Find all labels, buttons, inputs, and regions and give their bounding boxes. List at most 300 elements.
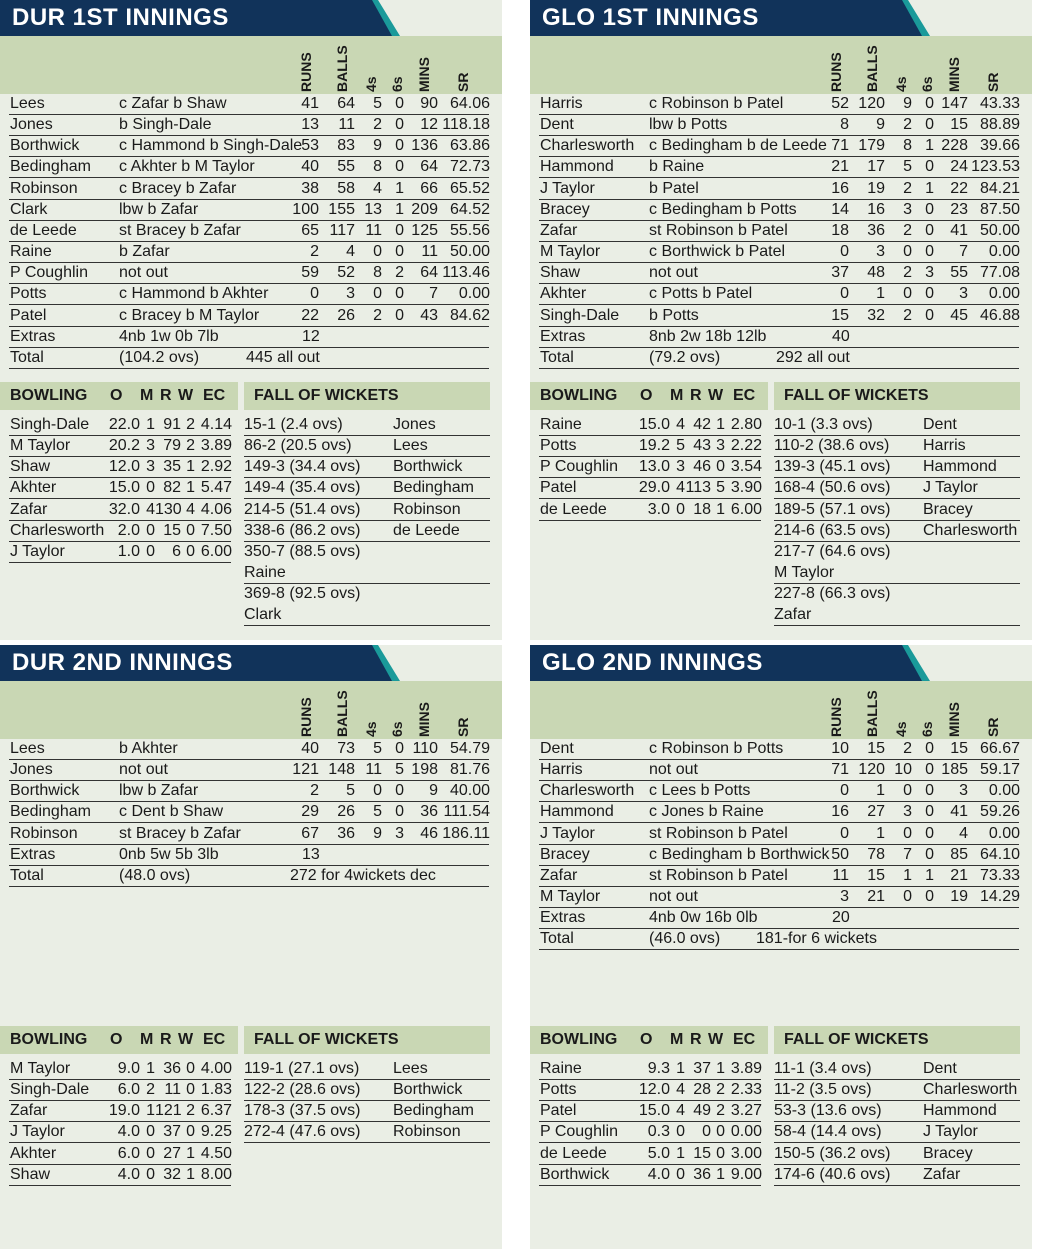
batter-mins: 15 xyxy=(950,116,968,134)
bowler-m: 1 xyxy=(146,416,155,433)
batter-name: Robinson xyxy=(10,179,78,197)
extras-label: Extras xyxy=(10,327,56,345)
total-row xyxy=(0,866,502,887)
batter-sr: 43.33 xyxy=(979,95,1020,112)
bowler-m: 3 xyxy=(146,437,155,455)
batting-row xyxy=(530,157,1032,178)
extras-detail: 8nb 2w 18b 12lb xyxy=(649,327,767,345)
batter-sixes: 1 xyxy=(395,179,404,197)
batter-sixes: 0 xyxy=(395,221,404,239)
bowler-w: 1 xyxy=(186,1165,195,1183)
batter-how: b Akhter xyxy=(119,740,178,757)
bowler-w: 4 xyxy=(186,500,195,518)
batter-name: Hammond xyxy=(540,803,614,821)
batter-balls: 55 xyxy=(337,158,355,176)
batter-how: b Raine xyxy=(649,158,705,176)
batter-how: c Jones b Raine xyxy=(649,803,764,821)
batter-name: Bracey xyxy=(540,845,590,863)
bowler-m: 0 xyxy=(146,1144,155,1162)
batting-row xyxy=(0,824,502,845)
batting-header xyxy=(0,36,502,94)
bowler-w: 0 xyxy=(186,521,195,539)
bowler-o: 15.0 xyxy=(108,479,140,497)
batter-sr: 59.17 xyxy=(979,761,1020,779)
batter-mins: 45 xyxy=(950,306,968,324)
batter-fours: 0 xyxy=(903,888,912,906)
batter-runs: 18 xyxy=(831,221,849,239)
fow-score: 217-7 (64.6 ovs) xyxy=(774,542,891,560)
batter-balls: 26 xyxy=(337,306,355,324)
fow-entry xyxy=(244,521,490,542)
batter-sixes: 1 xyxy=(925,866,934,884)
bowler-name: Potts xyxy=(540,437,577,455)
bowler-o: 15.0 xyxy=(638,416,670,433)
fow-entry xyxy=(774,584,1020,605)
batter-how: lbw b Zafar xyxy=(119,200,199,218)
batter-sr: 39.66 xyxy=(979,137,1020,155)
batter-name: Potts xyxy=(10,285,47,303)
bowler-o: 29.0 xyxy=(638,479,670,497)
column-header: SR xyxy=(985,72,1001,92)
batter-sixes: 0 xyxy=(395,116,404,134)
bowling-col-m: M xyxy=(140,387,154,404)
batter-mins: 24 xyxy=(950,158,968,176)
batter-fours: 2 xyxy=(903,221,912,239)
bowler-m: 0 xyxy=(676,1123,685,1141)
bowling-col-w: W xyxy=(708,1031,724,1048)
fow-entry xyxy=(244,1122,490,1143)
fow-batter: Bedingham xyxy=(393,1102,474,1120)
fow-entry xyxy=(244,1101,490,1122)
total-score: 445 all out xyxy=(246,348,320,366)
batter-sixes: 1 xyxy=(395,200,404,218)
batter-sixes: 0 xyxy=(925,782,934,800)
batter-balls: 120 xyxy=(858,761,885,779)
column-header: 4s xyxy=(363,721,379,737)
total-overs: (104.2 ovs) xyxy=(119,348,200,366)
batter-sixes: 0 xyxy=(925,158,934,176)
batter-mins: 110 xyxy=(412,740,438,757)
batter-fours: 0 xyxy=(903,824,912,842)
batter-sixes: 0 xyxy=(925,306,934,324)
batter-mins: 22 xyxy=(950,179,968,197)
batter-fours: 0 xyxy=(373,285,382,303)
fow-title: FALL OF WICKETS xyxy=(784,1031,929,1048)
batter-how: st Bracey b Zafar xyxy=(119,824,241,842)
bowler-ec: 7.50 xyxy=(200,521,232,539)
batter-runs: 41 xyxy=(301,95,319,112)
batting-row xyxy=(0,157,502,178)
bowler-name: Zafar xyxy=(10,500,48,518)
fow-entry-batter xyxy=(244,605,490,626)
bowler-ec: 6.00 xyxy=(730,500,762,518)
bowling-title: BOWLING xyxy=(10,1031,88,1048)
bowling-col-m: M xyxy=(670,1031,684,1048)
bowler-w: 1 xyxy=(716,1060,725,1077)
batter-how: b Zafar xyxy=(119,243,170,261)
batter-sr: 118.18 xyxy=(442,116,490,134)
fow-entry-batter xyxy=(244,563,490,584)
batter-mins: 4 xyxy=(959,824,968,842)
batter-name: Robinson xyxy=(10,824,78,842)
bowler-ec: 2.33 xyxy=(730,1081,762,1099)
bowler-ec: 4.14 xyxy=(200,416,232,433)
fow-entry xyxy=(244,1080,490,1101)
fow-entry xyxy=(774,1059,1020,1080)
fow-entry-batter xyxy=(774,605,1020,626)
batter-mins: 12 xyxy=(420,116,438,134)
batter-balls: 19 xyxy=(867,179,885,197)
bowler-m: 0 xyxy=(676,500,685,518)
batter-runs: 3 xyxy=(840,888,849,906)
batter-runs: 14 xyxy=(831,200,849,218)
bowler-r: 43 xyxy=(693,437,711,455)
batter-mins: 11 xyxy=(421,243,438,261)
fow-score: 338-6 (86.2 ovs) xyxy=(244,521,361,539)
bowler-r: 49 xyxy=(693,1102,711,1120)
batter-sixes: 0 xyxy=(395,137,404,155)
batter-balls: 9 xyxy=(876,116,885,134)
batter-mins: 147 xyxy=(941,95,968,112)
column-header: BALLS xyxy=(864,690,880,737)
batter-sr: 50.00 xyxy=(979,221,1020,239)
batter-how: c Hammond b Singh-Dale xyxy=(119,137,303,155)
batter-name: Dent xyxy=(540,740,574,757)
bowling-row xyxy=(0,1165,502,1186)
fow-entry xyxy=(774,1144,1020,1165)
batter-runs: 13 xyxy=(301,116,319,134)
batting-row xyxy=(530,760,1032,781)
extras-total: 12 xyxy=(302,327,320,345)
total-label: Total xyxy=(10,866,44,884)
fow-entry xyxy=(774,1101,1020,1122)
bowler-name: de Leede xyxy=(540,500,607,518)
batter-mins: 209 xyxy=(411,200,438,218)
batting-header xyxy=(530,36,1032,94)
batter-how: c Bracey b Zafar xyxy=(119,179,237,197)
batter-fours: 3 xyxy=(903,200,912,218)
innings-panel xyxy=(530,645,1032,1249)
bowler-name: Patel xyxy=(540,1102,577,1120)
batter-name: Harris xyxy=(540,761,583,779)
batter-sr: 64.52 xyxy=(449,200,490,218)
batting-row xyxy=(0,94,502,115)
fow-entry xyxy=(774,1122,1020,1143)
batter-balls: 15 xyxy=(867,740,885,757)
bowler-ec: 3.54 xyxy=(730,458,762,476)
batter-sr: 0.00 xyxy=(988,243,1020,261)
bowler-r: 18 xyxy=(693,500,711,518)
batter-runs: 0 xyxy=(840,782,849,800)
batter-runs: 71 xyxy=(831,761,849,779)
batter-fours: 0 xyxy=(373,782,382,800)
extras-total: 13 xyxy=(302,845,320,863)
batting-row xyxy=(530,179,1032,200)
batter-runs: 11 xyxy=(832,866,849,884)
fow-score: 149-4 (35.4 ovs) xyxy=(244,479,361,497)
total-score: 292 all out xyxy=(776,348,850,366)
extras-label: Extras xyxy=(10,845,56,863)
total-row xyxy=(530,348,1032,369)
fow-score: 139-3 (45.1 ovs) xyxy=(774,458,891,476)
batter-how: c Akhter b M Taylor xyxy=(119,158,255,176)
batter-balls: 73 xyxy=(337,740,355,757)
bowler-r: 82 xyxy=(163,479,181,497)
batter-fours: 2 xyxy=(373,306,382,324)
batter-fours: 0 xyxy=(373,243,382,261)
batter-fours: 5 xyxy=(373,740,382,757)
total-score: 272 for 4wickets dec xyxy=(290,866,436,884)
batter-how: c Hammond b Akhter xyxy=(119,285,269,303)
batter-balls: 1 xyxy=(876,824,885,842)
batter-mins: 36 xyxy=(420,803,438,821)
fow-score: 168-4 (50.6 ovs) xyxy=(774,479,891,497)
bowler-r: 130 xyxy=(155,500,182,518)
fow-batter: Hammond xyxy=(923,1102,997,1120)
bowler-r: 113 xyxy=(685,479,711,497)
bowler-name: P Coughlin xyxy=(540,458,618,476)
batter-name: Bedingham xyxy=(10,158,91,176)
fow-batter: Bracey xyxy=(923,1144,973,1162)
batter-runs: 52 xyxy=(831,95,849,112)
bowler-o: 20.2 xyxy=(108,437,140,455)
column-header: 6s xyxy=(389,76,405,92)
fow-batter: Robinson xyxy=(393,500,461,518)
batter-sixes: 0 xyxy=(925,740,934,757)
fow-entry xyxy=(774,500,1020,521)
bowler-r: 37 xyxy=(163,1123,181,1141)
batter-how: st Robinson b Patel xyxy=(649,866,788,884)
batter-fours: 2 xyxy=(903,306,912,324)
batting-header xyxy=(530,681,1032,739)
batter-fours: 9 xyxy=(373,137,382,155)
batting-row xyxy=(0,221,502,242)
batting-row xyxy=(0,306,502,327)
fow-entry xyxy=(244,500,490,521)
bowler-o: 32.0 xyxy=(108,500,140,518)
batter-sixes: 0 xyxy=(925,95,934,112)
bowler-ec: 4.06 xyxy=(200,500,232,518)
batter-balls: 3 xyxy=(346,285,355,303)
bowler-o: 19.0 xyxy=(108,1102,140,1120)
batter-fours: 0 xyxy=(903,243,912,261)
batter-how: c Bedingham b de Leede xyxy=(649,137,827,155)
bowler-o: 9.3 xyxy=(647,1060,670,1077)
fow-batter: Robinson xyxy=(393,1123,461,1141)
total-row xyxy=(530,929,1032,950)
batter-fours: 7 xyxy=(903,845,912,863)
batter-mins: 198 xyxy=(411,761,438,779)
batter-how: c Lees b Potts xyxy=(649,782,751,800)
bowler-m: 0 xyxy=(146,1123,155,1141)
batter-how: c Bedingham b Potts xyxy=(649,200,797,218)
bowler-ec: 3.90 xyxy=(730,479,762,497)
batter-runs: 53 xyxy=(301,137,319,155)
bowling-col-r: R xyxy=(160,387,172,404)
batter-sr: 72.73 xyxy=(449,158,490,176)
batter-runs: 37 xyxy=(831,264,849,282)
bowler-o: 12.0 xyxy=(108,458,140,476)
column-header: RUNS xyxy=(298,52,314,92)
extras-total: 40 xyxy=(832,327,850,345)
bowler-m: 4 xyxy=(146,500,155,518)
fow-batter: Clark xyxy=(244,606,282,624)
bowler-o: 0.3 xyxy=(647,1123,670,1141)
fow-batter: Zafar xyxy=(923,1165,961,1183)
bowler-m: 0 xyxy=(146,479,155,497)
bowler-ec: 4.00 xyxy=(200,1060,232,1077)
fow-batter: Zafar xyxy=(774,606,812,624)
bowler-w: 0 xyxy=(716,458,725,476)
batting-row xyxy=(530,739,1032,760)
batting-row xyxy=(530,115,1032,136)
bowler-r: 36 xyxy=(163,1060,181,1077)
fow-entry-batter xyxy=(774,563,1020,584)
fow-entry xyxy=(244,542,490,563)
batter-sixes: 0 xyxy=(925,761,934,779)
batter-runs: 29 xyxy=(301,803,319,821)
batter-sixes: 0 xyxy=(395,285,404,303)
batter-how: lbw b Potts xyxy=(649,116,728,134)
bowler-m: 0 xyxy=(146,542,155,560)
bowler-m: 3 xyxy=(146,458,155,476)
fow-entry xyxy=(244,436,490,457)
bowler-name: Charlesworth xyxy=(10,521,105,539)
bowler-name: M Taylor xyxy=(10,437,71,455)
batting-row xyxy=(530,866,1032,887)
innings-title: DUR 1ST INNINGS xyxy=(12,4,229,31)
innings-banner xyxy=(0,0,502,36)
bowling-row xyxy=(0,1144,502,1165)
total-score: 181-for 6 wickets xyxy=(756,930,877,948)
fow-batter: Jones xyxy=(393,416,436,433)
batting-row xyxy=(0,760,502,781)
column-header: RUNS xyxy=(298,697,314,737)
column-header: 6s xyxy=(919,721,935,737)
bowler-name: M Taylor xyxy=(10,1060,71,1077)
batter-name: Jones xyxy=(10,761,53,779)
batter-sixes: 1 xyxy=(925,179,934,197)
batter-fours: 10 xyxy=(894,761,912,779)
total-overs: (48.0 ovs) xyxy=(119,866,191,884)
batting-row xyxy=(0,200,502,221)
fow-entry xyxy=(774,457,1020,478)
fow-entry xyxy=(244,1059,490,1080)
column-header: 4s xyxy=(893,721,909,737)
bowler-m: 2 xyxy=(146,1081,155,1099)
bowler-m: 4 xyxy=(676,1102,685,1120)
fow-entry xyxy=(244,478,490,499)
batting-row xyxy=(0,242,502,263)
batter-how: c Borthwick b Patel xyxy=(649,243,786,261)
bowler-w: 0 xyxy=(186,542,195,560)
batter-name: P Coughlin xyxy=(10,264,88,282)
batter-runs: 121 xyxy=(292,761,319,779)
bowling-col-m: M xyxy=(140,1031,154,1048)
bowler-name: P Coughlin xyxy=(540,1123,618,1141)
innings-banner xyxy=(530,0,1032,36)
total-label: Total xyxy=(540,348,574,366)
bowler-name: Raine xyxy=(540,416,582,433)
batter-fours: 2 xyxy=(373,116,382,134)
batter-runs: 8 xyxy=(840,116,849,134)
batter-balls: 48 xyxy=(867,264,885,282)
batter-runs: 67 xyxy=(301,824,319,842)
batter-balls: 11 xyxy=(338,116,355,134)
batter-runs: 2 xyxy=(310,782,319,800)
batter-how: c Robinson b Potts xyxy=(649,740,784,757)
bowler-r: 28 xyxy=(693,1081,711,1099)
batter-how: b Potts xyxy=(649,306,699,324)
bowler-o: 13.0 xyxy=(638,458,670,476)
bowling-col-w: W xyxy=(178,387,194,404)
batter-mins: 23 xyxy=(950,200,968,218)
batter-balls: 1 xyxy=(876,782,885,800)
batter-sixes: 0 xyxy=(395,158,404,176)
bowler-o: 1.0 xyxy=(117,542,140,560)
batter-how: not out xyxy=(649,761,698,779)
bowler-ec: 3.00 xyxy=(730,1144,762,1162)
batter-name: Charlesworth xyxy=(540,782,635,800)
batter-sixes: 0 xyxy=(395,243,404,261)
bowler-name: de Leede xyxy=(540,1144,607,1162)
batting-row xyxy=(530,845,1032,866)
total-label: Total xyxy=(540,930,574,948)
batter-sixes: 3 xyxy=(925,264,934,282)
bowler-ec: 8.00 xyxy=(200,1165,232,1183)
batter-sr: 73.33 xyxy=(979,866,1020,884)
innings-title: DUR 2ND INNINGS xyxy=(12,649,233,676)
batter-name: Singh-Dale xyxy=(540,306,620,324)
batter-mins: 21 xyxy=(950,866,968,884)
batter-sr: 84.21 xyxy=(979,179,1020,197)
batter-sixes: 0 xyxy=(925,845,934,863)
bowler-name: Borthwick xyxy=(540,1165,610,1183)
batter-sr: 65.52 xyxy=(449,179,490,197)
batter-name: de Leede xyxy=(10,221,77,239)
fow-title: FALL OF WICKETS xyxy=(254,387,399,404)
batter-fours: 0 xyxy=(903,782,912,800)
bowler-m: 1 xyxy=(676,1144,685,1162)
batter-balls: 148 xyxy=(328,761,355,779)
batter-runs: 21 xyxy=(831,158,849,176)
bowler-name: Shaw xyxy=(10,458,51,476)
batter-fours: 0 xyxy=(903,285,912,303)
batter-sixes: 5 xyxy=(395,761,404,779)
fow-batter: Dent xyxy=(923,1060,957,1077)
batter-balls: 179 xyxy=(858,137,885,155)
batter-balls: 155 xyxy=(328,200,355,218)
batter-fours: 2 xyxy=(903,740,912,757)
fow-entry xyxy=(774,436,1020,457)
bowler-r: 11 xyxy=(164,1081,181,1099)
bowler-w: 3 xyxy=(716,437,725,455)
fow-score: 350-7 (88.5 ovs) xyxy=(244,542,361,560)
bowler-w: 0 xyxy=(186,1060,195,1077)
batter-mins: 64 xyxy=(420,264,438,282)
batter-runs: 100 xyxy=(292,200,319,218)
bowler-w: 2 xyxy=(186,416,195,433)
batter-fours: 9 xyxy=(903,95,912,112)
batter-balls: 26 xyxy=(337,803,355,821)
extras-row xyxy=(0,327,502,348)
bowler-w: 2 xyxy=(186,437,195,455)
bowler-r: 36 xyxy=(693,1165,711,1183)
fow-entry xyxy=(244,415,490,436)
bowler-m: 1 xyxy=(146,1060,155,1077)
fow-score: 214-5 (51.4 ovs) xyxy=(244,500,361,518)
bowler-r: 91 xyxy=(163,416,181,433)
